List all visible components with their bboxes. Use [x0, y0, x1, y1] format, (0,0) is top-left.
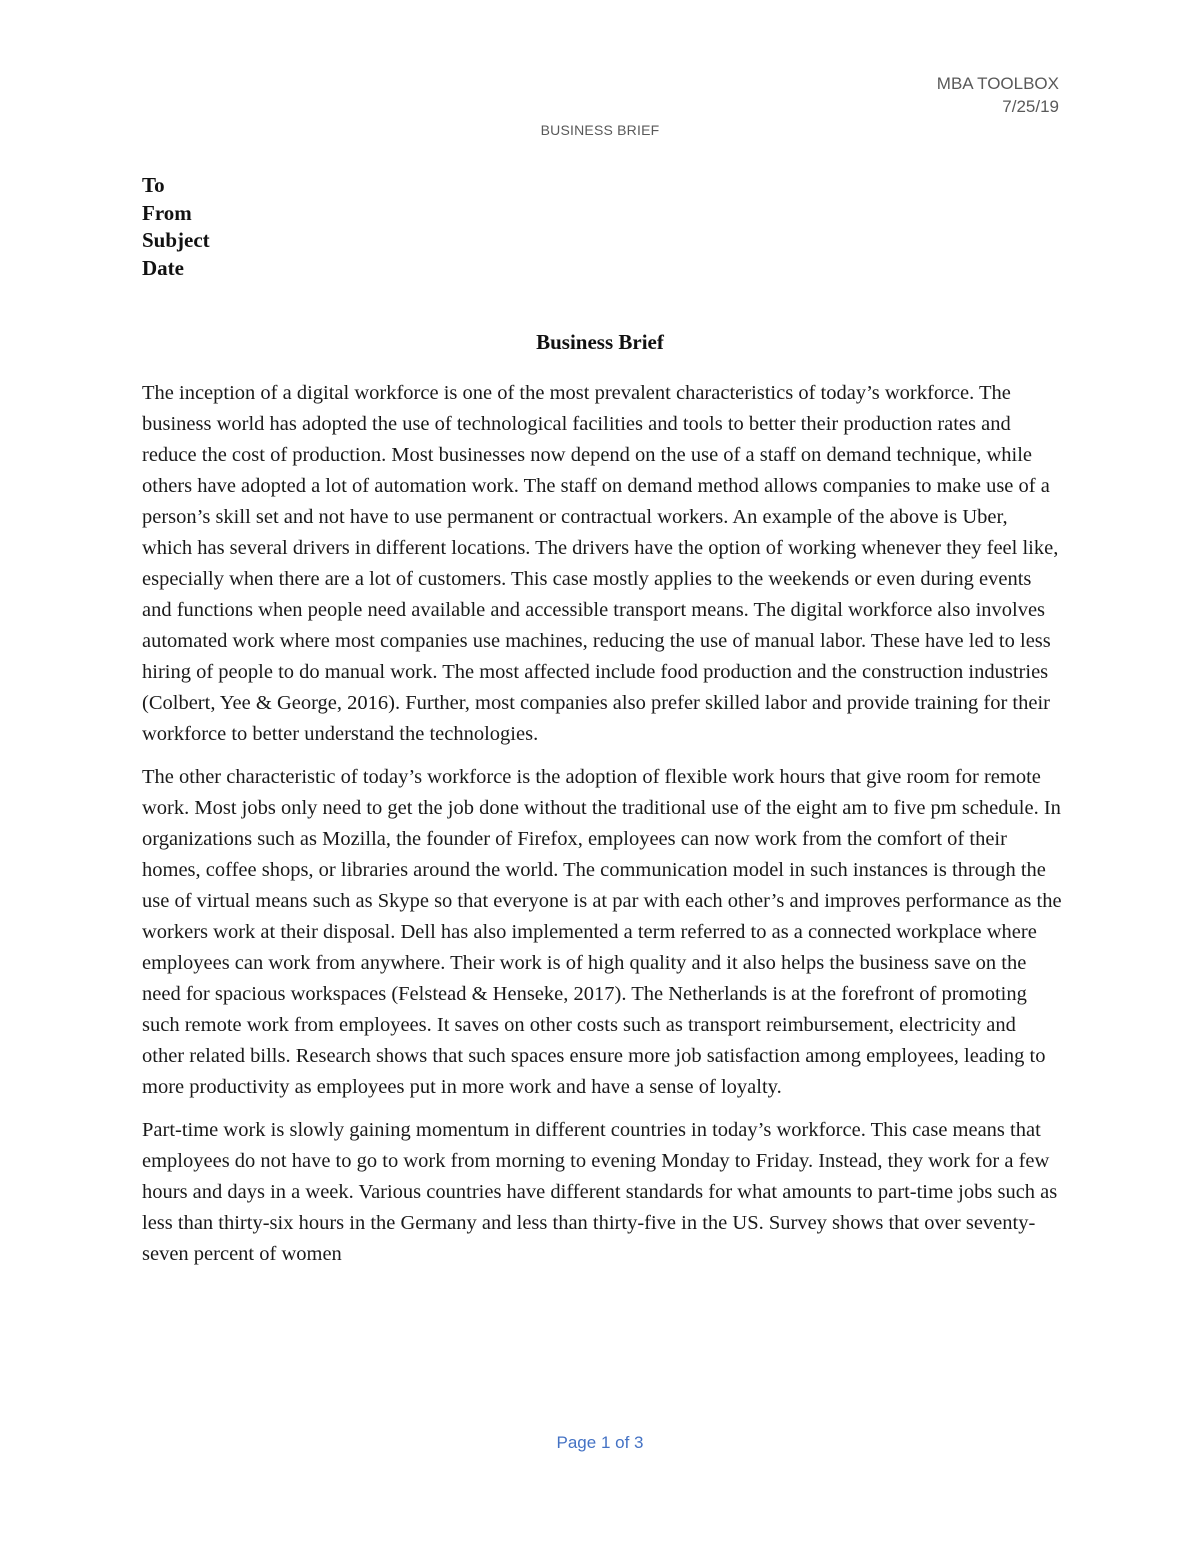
memo-fields [142, 172, 210, 282]
memo-date-label: Date [142, 255, 184, 280]
document-title: Business Brief [536, 330, 664, 354]
header-date: 7/25/19 [1002, 97, 1059, 116]
document-body [142, 378, 1062, 1282]
document-header [937, 72, 1059, 118]
body-paragraph: The other characteristic of today’s workforce is the adoption of flexible work hours that give room for remote work. Most jobs only need to get the job done without the traditional use of the eight am to five pm schedule. In organizations such as Mozilla, the founder of Firefox, employees can now work from the comfort of their homes, coffee shops, or libraries around the world. The communication model in such instances is through the use of virtual means such as Skype so that everyone is at par with each other’s and improves performance as the workers work at their disposal. Dell has also implemented a term referred to as a connected workplace where employees can work from anywhere. Their work is of high quality and it also helps the business save on the need for spacious workspaces (Felstead & Henseke, 2017). The Netherlands is at the forefront of promoting such remote work from employees. It saves on other costs such as transport reimbursement, electricity and other related bills. Research shows that such spaces ensure more job satisfaction among employees, leading to more productivity as employees put in more work and have a sense of loyalty. [142, 766, 1062, 1098]
page-number: Page 1 of 3 [556, 1433, 644, 1452]
body-paragraph: The inception of a digital workforce is one of the most prevalent characteristics of today’s workforce. The business world has adopted the use of technological facilities and tools to better their production rates and reduce the cost of production. Most businesses now depend on the use of a staff on demand technique, while others have adopted a lot of automation work. The staff on demand method allows companies to make use of a person’s skill set and not have to use permanent or contractual workers. An example of the above is Uber, which has several drivers in different locations. The drivers have the option of working whenever they feel like, especially when there are a lot of customers. This case mostly applies to the weekends or even during events and functions when people need available and accessible transport means. The digital workforce also involves automated work where most companies use machines, reducing the use of manual labor. These have led to less hiring of people to do manual work. The most affected include food production and the construction industries (Colbert, Yee & George, 2016). Further, most companies also prefer skilled labor and provide training for their workforce to better understand the technologies. [142, 382, 1059, 745]
memo-subject-label: Subject [142, 228, 210, 252]
header-label: BUSINESS BRIEF [540, 122, 660, 138]
memo-from-label: From [142, 200, 192, 225]
body-paragraph: Part-time work is slowly gaining momentum in different countries in today’s workforce. This case means that employees do not have to go to work from morning to evening Monday to Friday. Instead, they work for a few hours and days in a week. Various countries have different standards for what amounts to part-time jobs such as less than thirty-six hours in the Germany and less than thirty-five in the US. Survey shows that over seventy-seven percent of women [142, 1119, 1058, 1265]
company-name: MBA TOOLBOX [936, 74, 1059, 93]
memo-to-label: To [142, 173, 165, 197]
